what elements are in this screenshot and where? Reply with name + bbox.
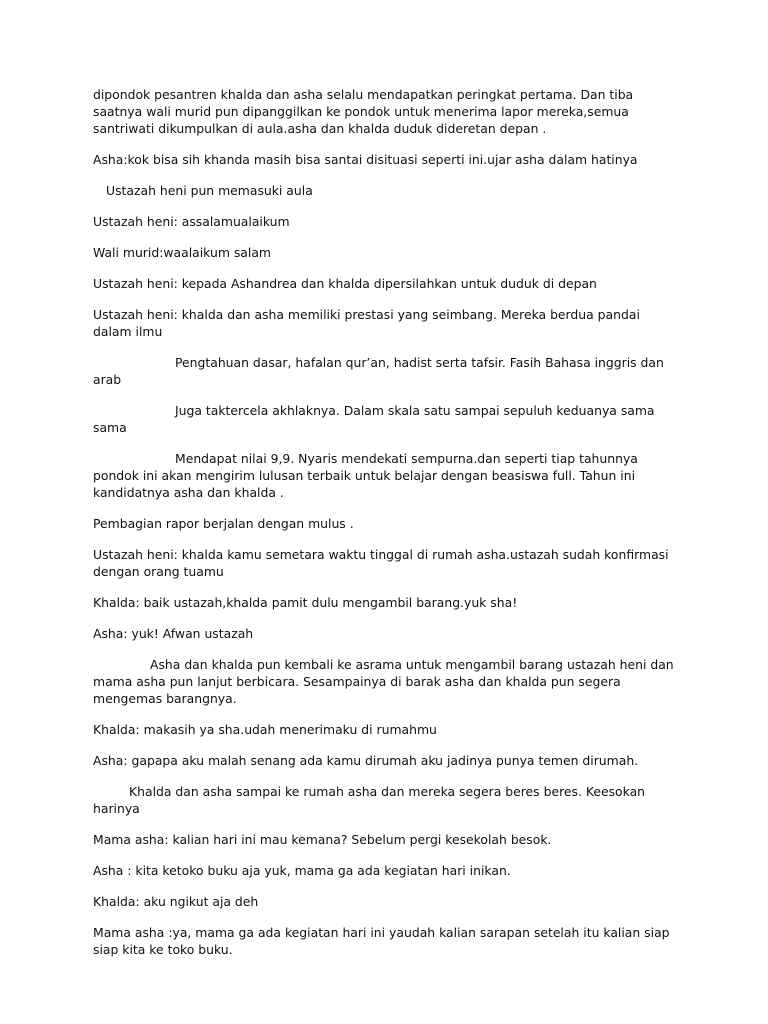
paragraph-10: Mendapat nilai 9,9. Nyaris mendekati sempurna.dan seperti tiap tahunnya pondok ini akan mengirim lulusan terbaik untuk belajar dengan beasiswa full. Tahun ini kandidatnya asha dan khalda . <box>93 451 638 500</box>
paragraph-11: Pembagian rapor berjalan dengan mulus . <box>93 516 354 531</box>
paragraph-7: Ustazah heni: khalda dan asha memiliki prestasi yang seimbang. Mereka berdua pandai dalam ilmu <box>93 307 640 339</box>
paragraph-14: Asha: yuk! Afwan ustazah <box>93 626 254 641</box>
paragraph-2: Asha:kok bisa sih khanda masih bisa santai disituasi seperti ini.ujar asha dalam hatinya <box>93 152 638 167</box>
paragraph-1: dipondok pesantren khalda dan asha selalu mendapatkan peringkat pertama. Dan tiba saatnya wali murid pun dipanggilkan ke pondok untuk menerima lapor mereka,semua santriwati dikumpulkan di aula.asha dan khalda duduk dideretan depan . <box>93 87 634 136</box>
paragraph-9: Juga taktercela akhlaknya. Dalam skala satu sampai sepuluh keduanya sama sama <box>93 403 655 435</box>
paragraph-15: Asha dan khalda pun kembali ke asrama untuk mengambil barang ustazah heni dan mama asha pun lanjut berbicara. Sesampainya di barak asha dan khalda pun segera mengemas barangnya. <box>93 657 674 706</box>
paragraph-6: Ustazah heni: kepada Ashandrea dan khalda dipersilahkan untuk duduk di depan <box>93 276 597 291</box>
paragraph-18: Khalda dan asha sampai ke rumah asha dan mereka segera beres beres. Keesokan harinya <box>93 784 646 816</box>
paragraph-13: Khalda: baik ustazah,khalda pamit dulu mengambil barang.yuk sha! <box>93 595 518 610</box>
paragraph-5: Wali murid:waalaikum salam <box>93 245 271 260</box>
paragraph-17: Asha: gapapa aku malah senang ada kamu dirumah aku jadinya punya temen dirumah. <box>93 753 639 768</box>
paragraph-8: Pengtahuan dasar, hafalan qur’an, hadist serta tafsir. Fasih Bahasa inggris dan arab <box>93 355 664 387</box>
paragraph-3: Ustazah heni pun memasuki aula <box>106 183 313 198</box>
document-page <box>93 86 675 972</box>
paragraph-22: Mama asha :ya, mama ga ada kegiatan hari ini yaudah kalian sarapan setelah itu kalian siap siap kita ke toko buku. <box>93 925 670 957</box>
paragraph-21: Khalda: aku ngikut aja deh <box>93 894 259 909</box>
paragraph-20: Asha : kita ketoko buku aja yuk, mama ga ada kegiatan hari inikan. <box>93 863 511 878</box>
paragraph-16: Khalda: makasih ya sha.udah menerimaku di rumahmu <box>93 722 437 737</box>
paragraph-19: Mama asha: kalian hari ini mau kemana? Sebelum pergi kesekolah besok. <box>93 832 552 847</box>
paragraph-12: Ustazah heni: khalda kamu semetara waktu tinggal di rumah asha.ustazah sudah konfirmasi dengan orang tuamu <box>93 547 669 579</box>
paragraph-4: Ustazah heni: assalamualaikum <box>93 214 290 229</box>
